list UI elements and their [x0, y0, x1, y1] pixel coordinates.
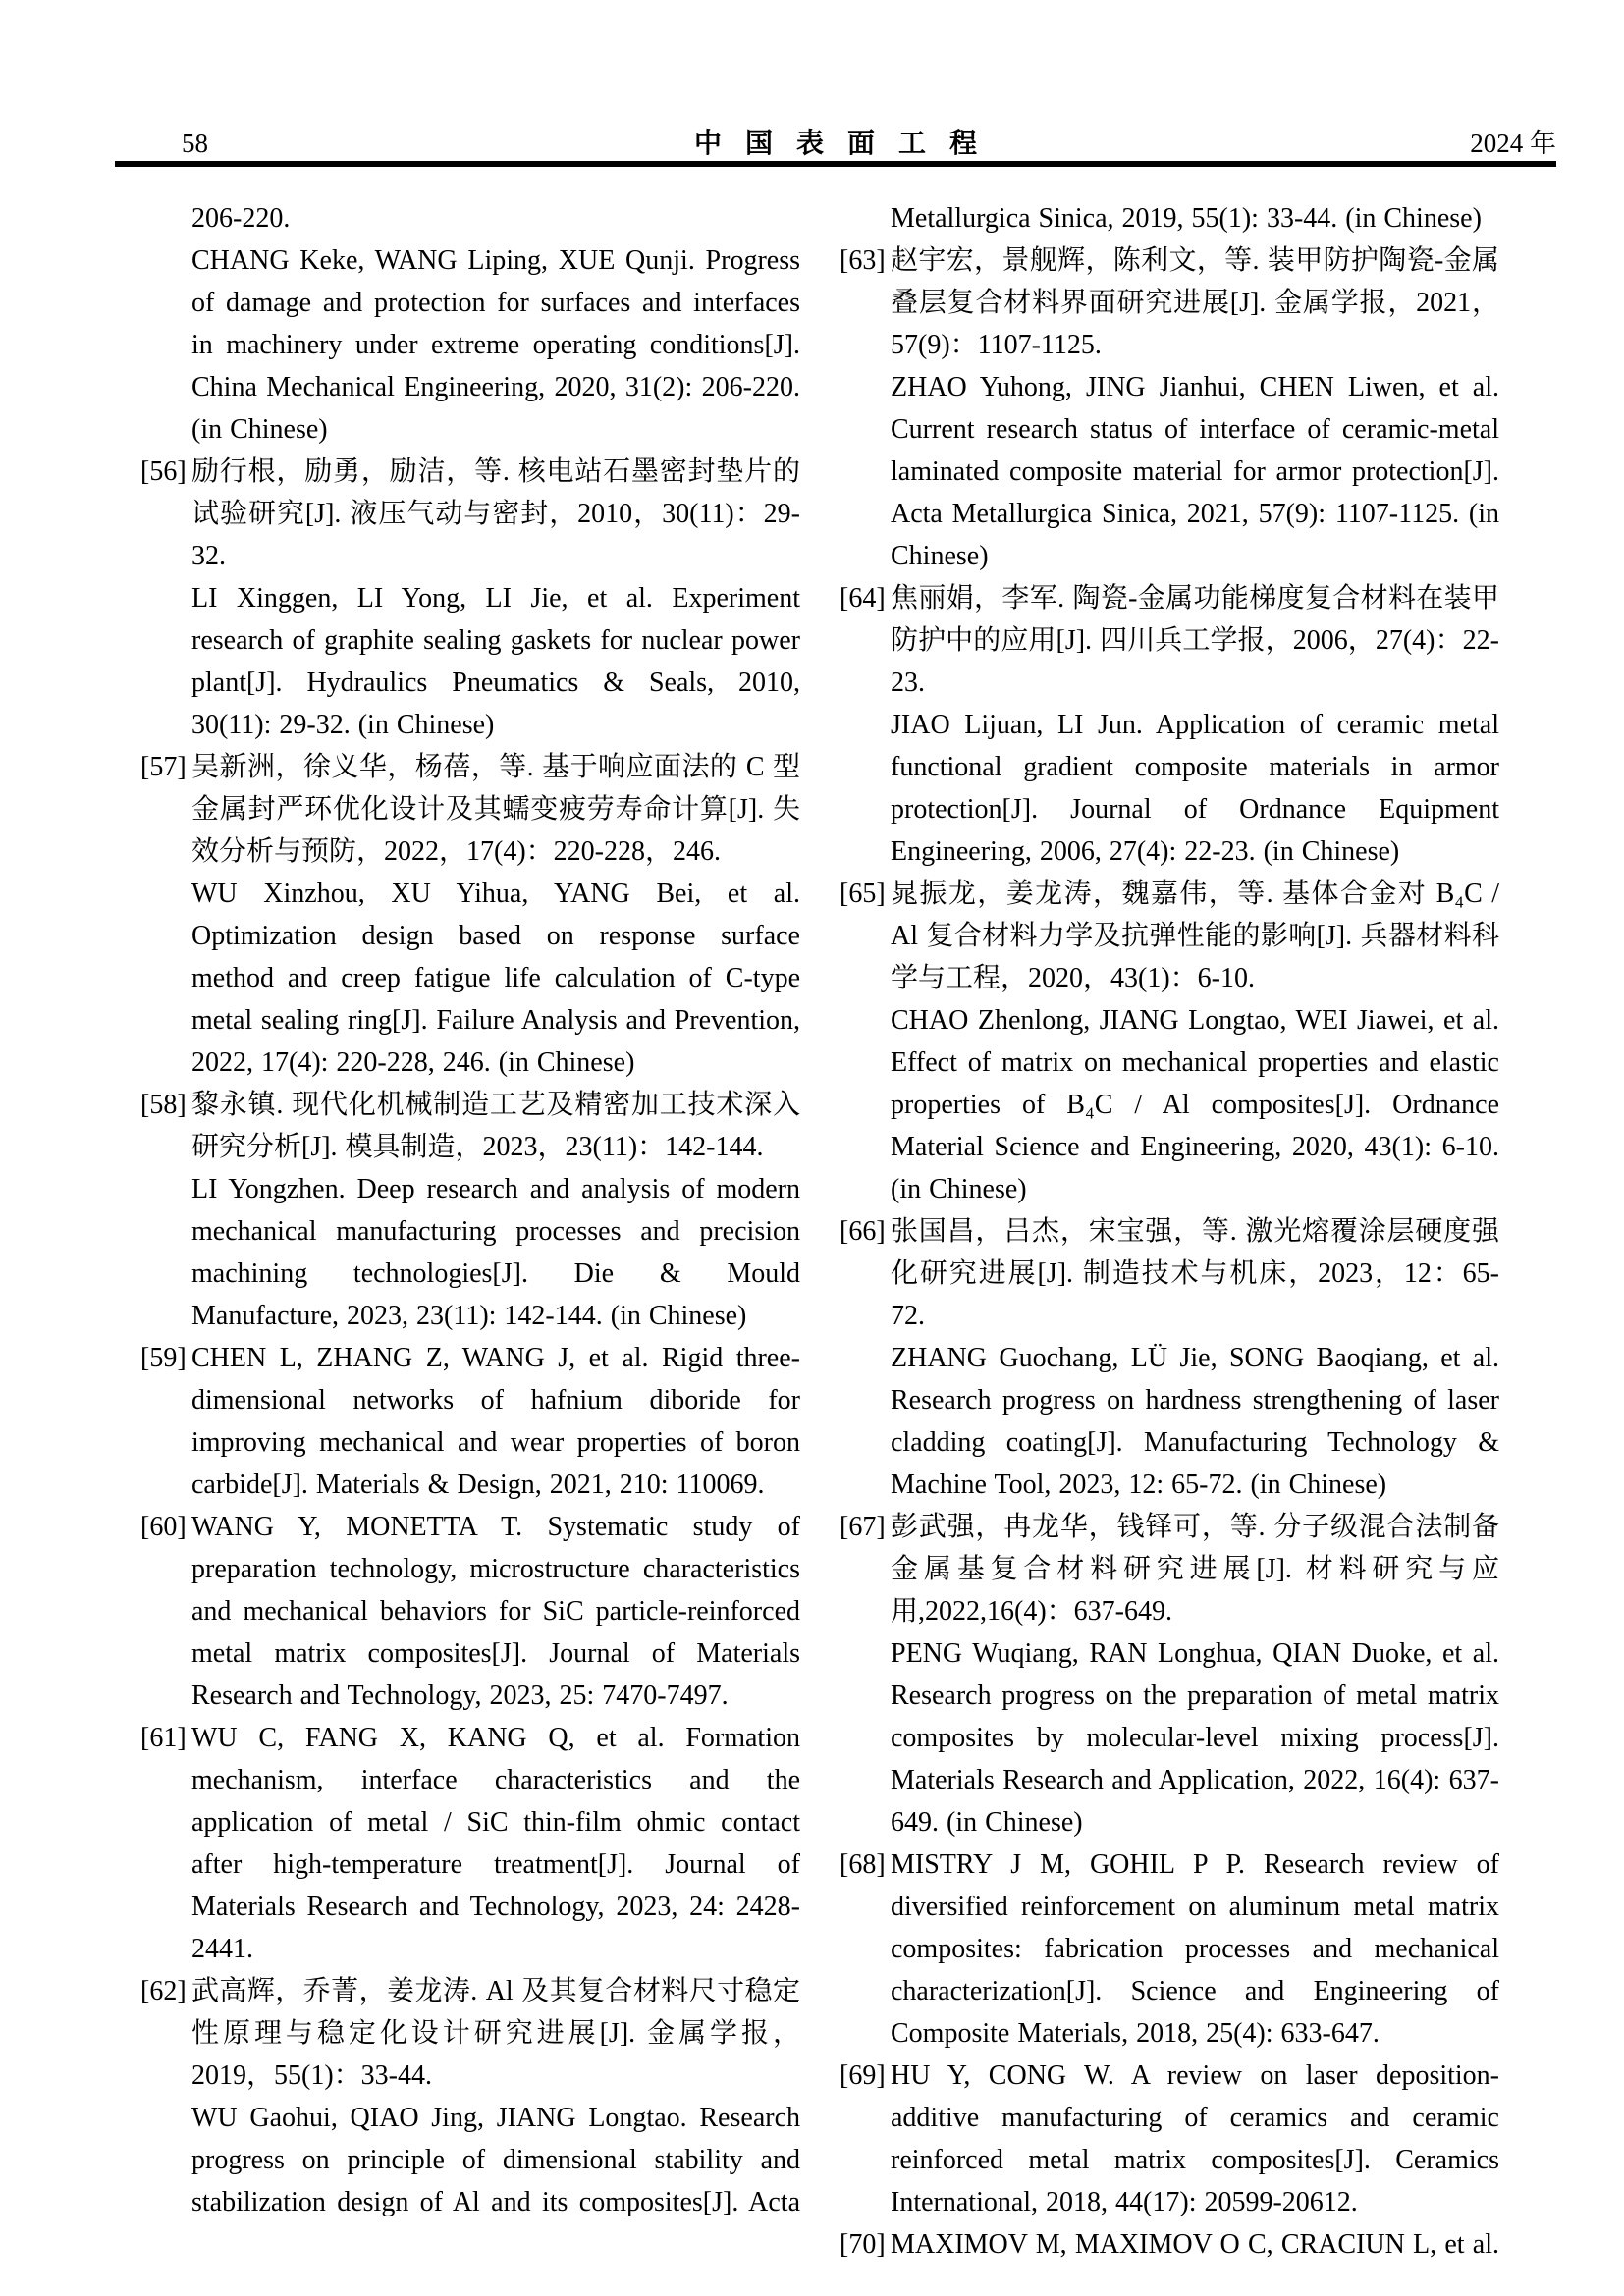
ref-56-english-citation: LI Xinggen, LI Yong, LI Jie, et al. Experiment research of graphite sealing gaskets for nuclear power plant[J]. Hydraulics Pneumatics & Seals, 2010, 30(11): 29-32. (in Chinese) — [191, 583, 800, 740]
ref-58-english-citation: LI Yongzhen. Deep research and analysis of modern mechanical manufacturing processes and precision machining technologies[J]. Die & Mould Manufacture, 2023, 23(11): 142-144. (in Chinese) — [191, 1174, 800, 1331]
page-number: 58 — [182, 129, 208, 158]
reference-label: [59] — [140, 1343, 187, 1373]
ref-66-chinese-citation: 张国昌，吕杰，宋宝强，等. 激光熔覆涂层硬度强化研究进展[J]. 制造技术与机床，2023，12：65-72. — [891, 1216, 1499, 1331]
reference-label: [58] — [140, 1090, 187, 1120]
references-right-column — [839, 197, 1499, 2266]
ref-55-pages: 206-220. — [191, 203, 291, 234]
reference-label: [67] — [839, 1512, 886, 1542]
ref-60-citation: WANG Y, MONETTA T. Systematic study of preparation technology, microstructure characteristics and mechanical behaviors for SiC particle-reinforced metal matrix composites[J]. Journal of Materials Research and Technology, 2023, 25: 7470-7497. — [191, 1512, 800, 1711]
ref-67-english-citation: PENG Wuqiang, RAN Longhua, QIAN Duoke, et al. Research progress on the preparation of metal matrix composites by molecular-level mixing process[J]. Materials Research and Application, 2022, 16(4): 637-649. (in Chinese) — [891, 1638, 1499, 1838]
reference-60 — [140, 1506, 800, 1717]
ref-65-english-citation: CHAO Zhenlong, JIANG Longtao, WEI Jiawei, et al. Effect of matrix on mechanical properties and elastic properties of B₄C / Al composites[J]. Ordnance Material Science and Engineering, 2020, 43(1): 6-10. (in Chinese) — [891, 1005, 1499, 1204]
ref-57-chinese-citation: 吴新洲，徐义华，杨蓓，等. 基于响应面法的 C 型金属封严环优化设计及其蠕变疲劳寿命计算[J]. 失效分析与预防，2022，17(4)：220-228，246. — [191, 752, 800, 867]
references-left-column — [140, 197, 800, 2223]
running-head — [115, 126, 1556, 161]
reference-69 — [839, 2055, 1499, 2223]
ref-65-chinese-citation: 晁振龙，姜龙涛，魏嘉伟，等. 基体合金对 B₄C / Al 复合材料力学及抗弹性能的影响[J]. 兵器材料科学与工程，2020，43(1)：6-10. — [891, 879, 1499, 993]
ref-68-citation: MISTRY J M, GOHIL P P. Research review of diversified reinforcement on aluminum metal matrix composites: fabrication processes and mechanical characterization[J]. Science and Engineering of Composite Materials, 2018, 25(4): 633-647. — [891, 1849, 1499, 2049]
ref-66-english-citation: ZHANG Guochang, LÜ Jie, SONG Baoqiang, et al. Research progress on hardness strengthening of laser cladding coating[J]. Manufacturing Technology & Machine Tool, 2023, 12: 65-72. (in Chinese) — [891, 1343, 1499, 1500]
reference-label: [61] — [140, 1723, 187, 1753]
reference-66 — [839, 1210, 1499, 1506]
reference-67 — [839, 1506, 1499, 1843]
reference-62 — [140, 1970, 800, 2223]
ref-62-chinese-citation: 武高辉，乔菁，姜龙涛. Al 及其复合材料尺寸稳定性原理与稳定化设计研究进展[J]. 金属学报，2019，55(1)：33-44. — [191, 1976, 800, 2091]
reference-65 — [839, 873, 1499, 1210]
reference-label: [57] — [140, 752, 187, 782]
reference-label: [69] — [839, 2060, 886, 2091]
ref-62-english-citation: WU Gaohui, QIAO Jing, JIANG Longtao. Research progress on principle of dimensional stability and stabilization design of Al and its composites[J]. Acta — [191, 2103, 800, 2217]
reference-label: [62] — [140, 1976, 187, 2006]
reference-61 — [140, 1717, 800, 1970]
ref-56-chinese-citation: 励行根，励勇，励洁，等. 核电站石墨密封垫片的试验研究[J]. 液压气动与密封，2010，30(11)：29-32. — [191, 456, 800, 571]
ref-63-english-citation: ZHAO Yuhong, JING Jianhui, CHEN Liwen, et al. Current research status of interface of ceramic-metal laminated composite material for armor protection[J]. Acta Metallurgica Sinica, 2021, 57(9): 1107-1125. (in Chinese) — [891, 372, 1499, 571]
header-rule — [115, 161, 1556, 167]
ref-69-citation: HU Y, CONG W. A review on laser deposition-additive manufacturing of ceramics and ceramic reinforced metal matrix composites[J]. Ceramics International, 2018, 44(17): 20599-20612. — [891, 2060, 1499, 2217]
reference-57 — [140, 746, 800, 1084]
ref-63-chinese-citation: 赵宇宏，景舰辉，陈利文，等. 装甲防护陶瓷-金属叠层复合材料界面研究进展[J]. 金属学报，2021，57(9)：1107-1125. — [891, 245, 1499, 360]
ref-64-english-citation: JIAO Lijuan, LI Jun. Application of ceramic metal functional gradient composite materials in armor protection[J]. Journal of Ordnance Equipment Engineering, 2006, 27(4): 22-23. (in Chinese) — [891, 710, 1499, 867]
reference-label: [68] — [839, 1849, 886, 1880]
journal-title: 中国表面工程 — [693, 128, 1001, 158]
reference-62-continuation — [839, 197, 1499, 240]
ref-62-english-citation-continued: Metallurgica Sinica, 2019, 55(1): 33-44. (in Chinese) — [891, 203, 1482, 234]
reference-68 — [839, 1843, 1499, 2055]
reference-label: [56] — [140, 456, 187, 487]
reference-label: [66] — [839, 1216, 886, 1247]
ref-55-english-citation: CHANG Keke, WANG Liping, XUE Qunji. Progress of damage and protection for surfaces and interfaces in machinery under extreme operating conditions[J]. China Mechanical Engineering, 2020, 31(2): 206-220. (in Chinese) — [191, 245, 800, 445]
reference-label: [60] — [140, 1512, 187, 1542]
ref-57-english-citation: WU Xinzhou, XU Yihua, YANG Bei, et al. Optimization design based on response surface method and creep fatigue life calculation of C-type metal sealing ring[J]. Failure Analysis and Prevention, 2022, 17(4): 220-228, 246. (in Chinese) — [191, 879, 800, 1078]
reference-label: [63] — [839, 245, 886, 276]
ref-59-citation: CHEN L, ZHANG Z, WANG J, et al. Rigid three-dimensional networks of hafnium diboride for improving mechanical and wear properties of boron carbide[J]. Materials & Design, 2021, 210: 110069. — [191, 1343, 800, 1500]
reference-label: [65] — [839, 879, 886, 909]
reference-label: [70] — [839, 2229, 886, 2260]
reference-55-continuation — [140, 197, 800, 451]
ref-58-chinese-citation: 黎永镇. 现代化机械制造工艺及精密加工技术深入研究分析[J]. 模具制造，2023，23(11)：142-144. — [191, 1090, 800, 1162]
reference-64 — [839, 577, 1499, 873]
ref-70-citation: MAXIMOV M, MAXIMOV O C, CRACIUN L, et al. — [891, 2229, 1499, 2260]
year-label: 2024 年 — [1470, 129, 1556, 158]
reference-label: [64] — [839, 583, 886, 614]
reference-56 — [140, 451, 800, 746]
reference-59 — [140, 1337, 800, 1506]
ref-67-chinese-citation: 彭武强，冉龙华，钱铎可，等. 分子级混合法制备金属基复合材料研究进展[J]. 材料研究与应用,2022,16(4)：637-649. — [891, 1512, 1499, 1627]
ref-64-chinese-citation: 焦丽娟，李军. 陶瓷-金属功能梯度复合材料在装甲防护中的应用[J]. 四川兵工学报，2006，27(4)：22-23. — [891, 583, 1499, 698]
reference-58 — [140, 1084, 800, 1337]
reference-70 — [839, 2223, 1499, 2266]
reference-63 — [839, 240, 1499, 577]
ref-61-citation: WU C, FANG X, KANG Q, et al. Formation mechanism, interface characteristics and the application of metal / SiC thin-film ohmic contact after high-temperature treatment[J]. Journal of Materials Research and Technology, 2023, 24: 2428-2441. — [191, 1723, 800, 1964]
